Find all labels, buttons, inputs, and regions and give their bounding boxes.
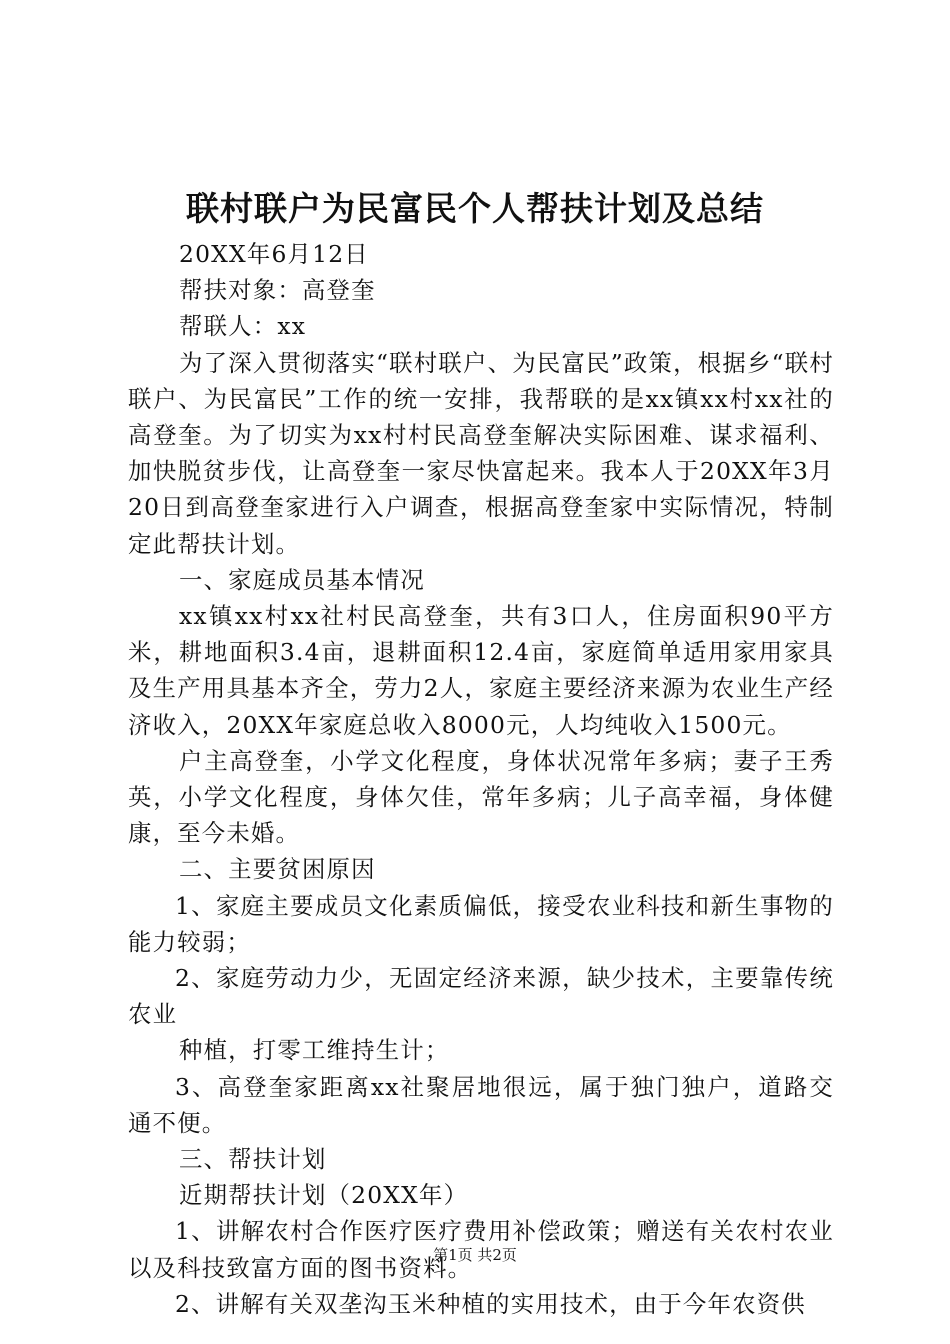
family-info-paragraph: xx镇xx村xx社村民高登奎，共有3口人，住房面积90平方米，耕地面积3.4亩，退耕面积12.4亩，家庭简单适用家用家具及生产用具基本齐全，劳力2人，家庭主要经济来源为农业生产经济收入，20XX年家庭总收入8000元，人均纯收入1500元。 bbox=[128, 602, 834, 739]
helper-line: 帮联人：xx bbox=[179, 312, 307, 341]
plan-item-2: 2、讲解有关双垄沟玉米种植的实用技术，由于今年农资供 bbox=[175, 1289, 806, 1318]
document-title: 联村联户为民富民个人帮扶计划及总结 bbox=[186, 189, 764, 228]
plan-item-1: 1、讲解农村合作医疗医疗费用补偿政策；赠送有关农村农业以及科技致富方面的图书资料。 bbox=[128, 1217, 834, 1282]
aid-target-line: 帮扶对象：高登奎 bbox=[179, 276, 376, 305]
cause-item-1: 1、家庭主要成员文化素质偏低，接受农业科技和新生事物的能力较弱； bbox=[128, 891, 834, 956]
intro-paragraph: 为了深入贯彻落实“联村联户、为民富民”政策，根据乡“联村联户、为民富民”工作的统一安排，我帮联的是xx镇xx村xx社的高登奎。为了切实为xx村村民高登奎解决实际困难、谋求福利、加快脱贫步伐，让高登奎一家尽快富起来。我本人于20XX年3月20日到高登奎家进行入户调查，根据高登奎家中实际情况，特制定此帮扶计划。 bbox=[128, 348, 834, 558]
page-indicator: 第1页 共2页 bbox=[433, 1246, 517, 1264]
section-heading-poverty-causes: 二、主要贫困原因 bbox=[179, 855, 376, 884]
cause-item-2: 2、家庭劳动力少，无固定经济来源，缺少技术，主要靠传统农业 bbox=[128, 964, 834, 1029]
section-heading-aid-plan: 三、帮扶计划 bbox=[179, 1145, 327, 1174]
section-heading-family: 一、家庭成员基本情况 bbox=[179, 565, 425, 594]
document-body bbox=[128, 236, 834, 1322]
family-members-paragraph: 户主高登奎，小学文化程度，身体状况常年多病；妻子王秀英，小学文化程度，身体欠佳，常年多病；儿子高幸福，身体健康，至今未婚。 bbox=[128, 746, 834, 848]
cause-item-3: 3、高登奎家距离xx社聚居地很远，属于独门独户，道路交通不便。 bbox=[128, 1072, 834, 1137]
date-line: 20XX年6月12日 bbox=[179, 240, 369, 268]
cause-item-2-continued: 种植，打零工维持生计； bbox=[179, 1036, 450, 1065]
short-term-plan-heading: 近期帮扶计划（20XX年） bbox=[179, 1181, 469, 1210]
